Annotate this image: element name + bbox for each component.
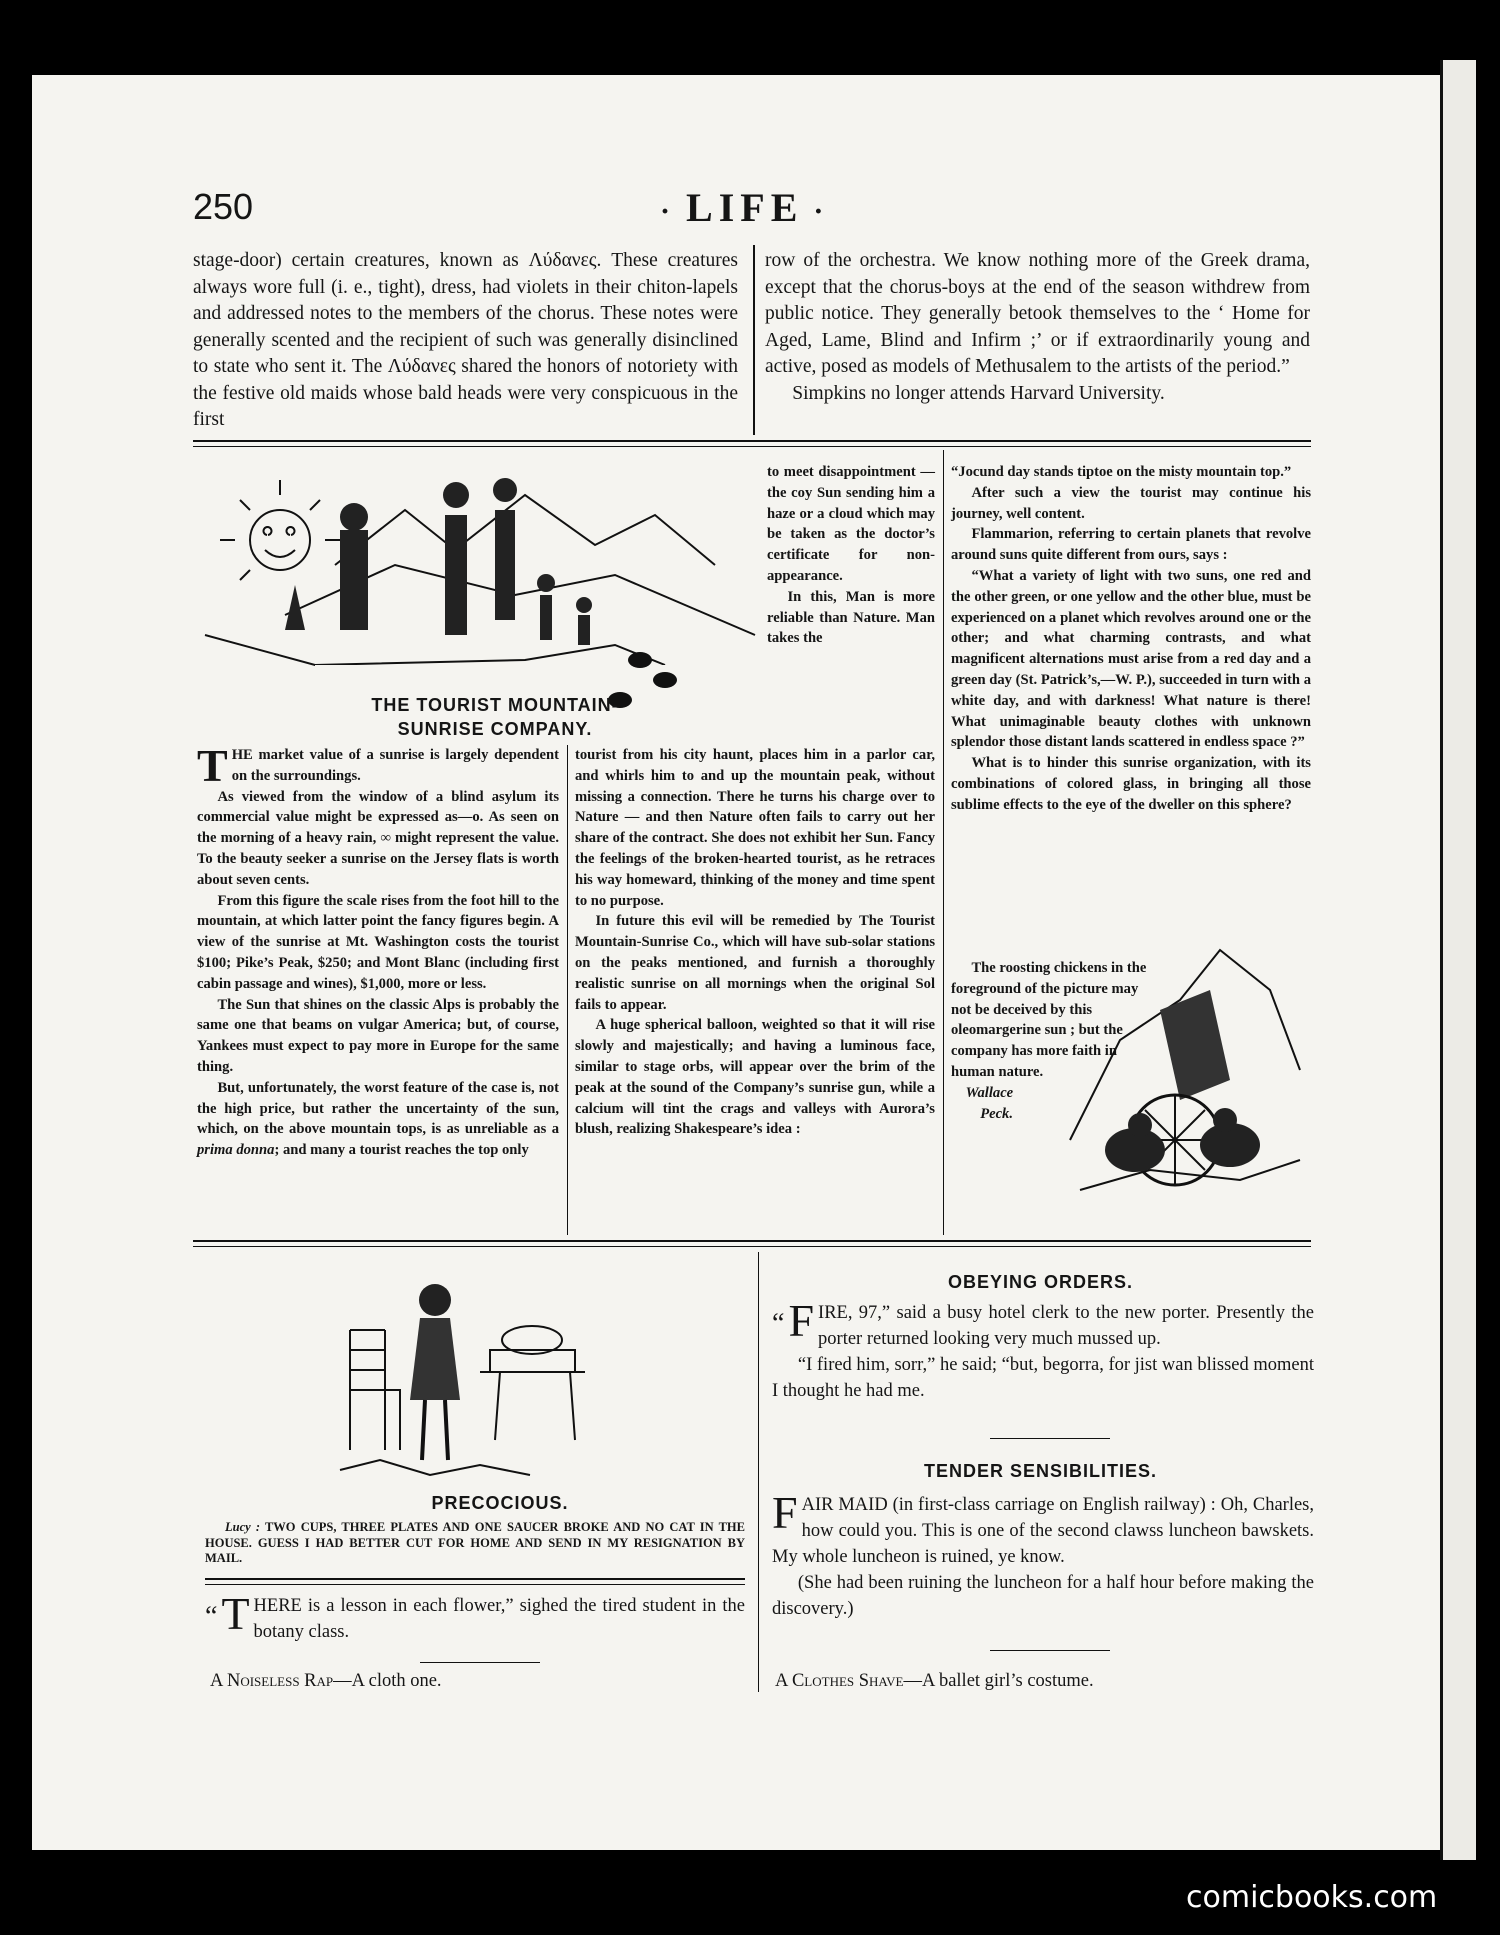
byline-first: Wallace [965, 1084, 1014, 1101]
section-divider [193, 1240, 1311, 1242]
column-divider [753, 245, 755, 435]
precocious-title: PRECOCIOUS. [431, 1493, 569, 1513]
open-quote: “ [772, 1308, 785, 1339]
top-article-right [765, 248, 1310, 407]
precocious-caption [205, 1520, 745, 1567]
tourist-col3-p1: “Jocund day stands tiptoe on the misty mountain top.” [951, 464, 1292, 480]
tourist-article-title [330, 693, 660, 741]
tourist-col3-p2: After such a view the tourist may continue his journey, well content. [951, 484, 1311, 522]
noiseless-heading: A Noiseless Rap [210, 1671, 334, 1691]
tourist-title-line2: SUNRISE COMPANY. [397, 719, 593, 739]
tender-title: TENDER SENSIBILITIES. [923, 1461, 1158, 1481]
top-article-left [193, 248, 738, 434]
source-watermark: comicbooks.com [1186, 1880, 1438, 1915]
section-divider-thin [193, 446, 1311, 447]
tourist-col1-p5-start: But, unfortunately, the worst feature of the case is, not the high price, but rather the uncertainty of the sun, which, on the above mountain tops, is as unreliable as a [197, 1079, 559, 1138]
tourist-col2-p5: A huge spherical balloon, weighted so that it will rise slowly and majestically; and having a luminous face, similar to stage orbs, will appear over the brim of the peak at the sound of the Company’s sunrise gun, while a calcium will tint the crags and valleys with Aurora’s blush, realizing Shakespeare’s idea : [575, 1017, 935, 1138]
noiseless-text: —A cloth one. [333, 1671, 442, 1691]
tourist-title-line1: THE TOURIST MOUNTAIN- [371, 695, 619, 715]
tourist-col3-p4: “What a variety of light with two suns, one red and the other green, or one yellow and the other blue, must be experienced on a planet which revolves around one or the other; and what charming contrasts, and what magnificent alternations must arise from a red day and a green day (St. Patrick’s,—W. P.), succeeded in turn with a white day, and with darkness! What nature is there! What unimaginable beauty clothes with unknown splendor those distant lands scattered in endless space ?” [951, 567, 1311, 751]
tourist-col2-top: to meet disappointment — the coy Sun sending him a haze or a cloud which may be taken as the doctor’s certificate for non-appearance. [767, 464, 935, 584]
section-divider [193, 440, 1311, 442]
tourist-col2-p4: In future this evil will be remedied by The Tourist Mountain-Sunrise Co., which will have sub-solar stations on the peaks mentioned, and furnish a thoroughly realistic sunrise on all mornings when the original Sol fails to appear. [575, 913, 935, 1013]
tourist-column-2-top [767, 462, 935, 649]
tourist-col1-p3: From this figure the scale rises from the foot hill to the mountain, at which latter point the fancy figures begin. A view of the sunrise at Mt. Washington costs the tourist $100; Pike’s Peak, $250; and Mont Blanc (including first cabin passage and wines), $1,000, more or less. [197, 892, 559, 992]
tourist-col3-p6: The roosting chickens in the foreground of the picture may not be deceived by this oleomargerine sun ; but the company has more faith in human nature. [951, 960, 1147, 1080]
drop-cap-tender: F [772, 1487, 798, 1538]
masthead [650, 184, 839, 231]
clothes-text: —A ballet girl’s costume. [903, 1671, 1094, 1691]
tourist-col1-p5-italic: prima donna [197, 1142, 275, 1159]
top-article-left-text: stage-door) certain creatures, known as Λύδανες. These creatures always wore full (i. e., tight), dress, had violets in their chiton-lapels and addressed notes to the members of the chorus. These notes were generally scented and the recipient of such was generally disinclined to state who sent it. The Λύδανες shared the honors of notoriety with the festive old maids whose bald heads were very conspicuous in the first [193, 250, 738, 430]
section-divider-thin [193, 1246, 1311, 1247]
illustration-girl-kitchen [330, 1270, 600, 1485]
lesson-item [205, 1588, 745, 1645]
obeying-title: OBEYING ORDERS. [947, 1272, 1134, 1292]
precocious-speaker: Lucy : [225, 1520, 261, 1534]
tourist-col3-p5: What is to hinder this sunrise organization, with its combinations of colored glass, in bringing all those sublime effects to the eye of the dweller on this sphere? [951, 755, 1311, 813]
clothes-item [775, 1668, 1315, 1694]
open-quote: “ [205, 1601, 218, 1632]
lesson-text: HERE is a lesson in each flower,” sighed the tired student in the botany class. [253, 1596, 745, 1642]
drop-cap-t: T [197, 740, 228, 791]
scan-border [1476, 60, 1500, 1860]
tourist-col2-p2: In this, Man is more reliable than Nature. Man takes the [767, 588, 935, 647]
tourist-column-2 [575, 745, 935, 1140]
column-divider [567, 745, 568, 1235]
tourist-col3-p3: Flammarion, referring to certain planets that revolve around suns quite different from ours, says : [951, 526, 1311, 564]
section-divider [205, 1578, 745, 1580]
next-page-edge [1440, 60, 1479, 1860]
tender-item [772, 1487, 1314, 1622]
tourist-column-3 [951, 462, 1311, 816]
top-article-closing: Simpkins no longer attends Harvard University. [792, 382, 1165, 404]
drop-cap-obeying: F [788, 1295, 815, 1346]
top-article-right-text: row of the orchestra. We know nothing more of the Greek drama, except that the chorus-boys at the end of the season withdrew from public notice. They generally betook themselves to the ‘ Home for Aged, Lame, Blind and Infirm ;’ or if extraordinarily young and active, posed as models of Methusalem to the artists of the period.” [765, 250, 1310, 377]
short-divider [990, 1650, 1110, 1651]
short-divider [990, 1438, 1110, 1439]
tourist-col1-p4: The Sun that shines on the classic Alps is probably the same one that beams on vulgar America; but, of course, Yankees must expect to pay more in Europe for the same thing. [197, 996, 559, 1075]
tourist-col2-p3: tourist from his city haunt, places him in a parlor car, and whirls him to and up the mountain peak, without missing a connection. There he turns his charge over to Nature — and then Nature often fails to carry out her share of the contract. She does not exhibit her Sun. Fancy the feelings of the broken-hearted tourist, as he retraces his way homeward, thinking of the money and time spent to no purpose. [575, 747, 935, 909]
tourist-column-1 [197, 740, 559, 1161]
tourist-col1-p5-end: ; and many a tourist reaches the top only [274, 1142, 529, 1159]
short-divider [420, 1662, 540, 1663]
tourist-col1-first: HE market value of a sunrise is largely dependent on the surroundings. [231, 747, 559, 784]
obeying-p1: IRE, 97,” said a busy hotel clerk to the new porter. Presently the porter returned looking very much mussed up. [818, 1303, 1314, 1349]
page-number: 250 [193, 186, 254, 227]
precocious-text: TWO CUPS, THREE PLATES AND ONE SAUCER BROKE AND NO CAT IN THE HOUSE. GUESS I HAD BETTER CUT FOR HOME AND SEND IN MY RESIGNATION BY MAIL. [205, 1520, 745, 1565]
tender-p2: (She had been ruining the luncheon for a half hour before making the discovery.) [772, 1573, 1314, 1619]
obeying-p2: “I fired him, sorr,” he said; “but, begorra, for jist wan blissed moment I thought he had me. [772, 1355, 1314, 1401]
illustration-mountain-chickens [1060, 930, 1310, 1230]
obeying-item [772, 1295, 1314, 1404]
ornament-left: · [660, 194, 677, 228]
drop-cap-lesson: T [221, 1588, 250, 1639]
column-divider [758, 1252, 759, 1692]
clothes-heading: A Clothes Shave [775, 1671, 904, 1691]
column-divider [943, 450, 944, 1235]
tender-p1: AIR MAID (in first-class carriage on English railway) : Oh, Charles, how could you. This is one of the second clawss luncheon bawskets. My whole luncheon is ruined, ye know. [772, 1495, 1314, 1567]
noiseless-item [210, 1668, 750, 1694]
ornament-right: · [813, 194, 830, 228]
byline-last: Peck. [980, 1105, 1014, 1122]
section-divider-thin [205, 1584, 745, 1585]
masthead-title: LIFE [686, 185, 804, 230]
tourist-col1-p2: As viewed from the window of a blind asylum its commercial value might be expressed as—o. As seen on the morning of a heavy rain, ∞ might represent the value. To the beauty seeker a sunrise on the Jersey flats is worth about seven cents. [197, 788, 559, 888]
